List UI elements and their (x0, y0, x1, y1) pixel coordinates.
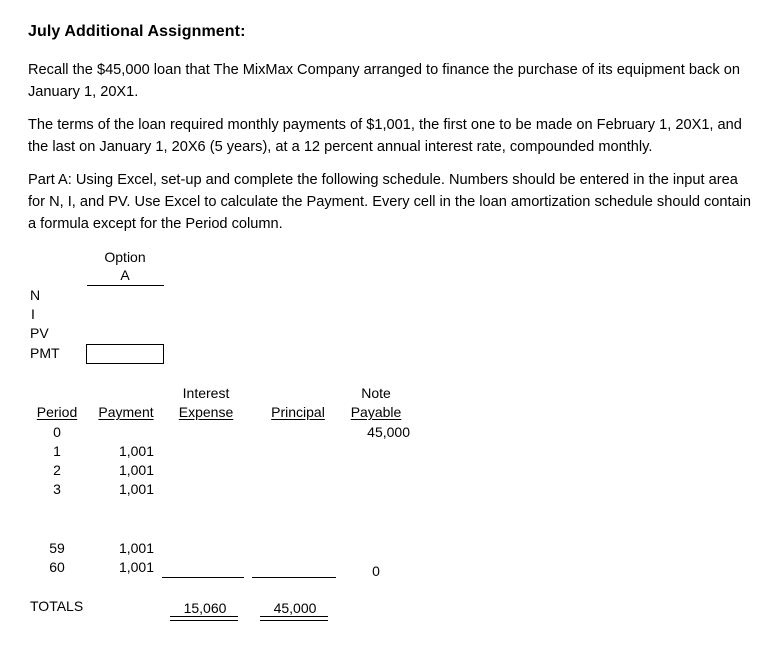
note-payable-cell: 45,000 (367, 424, 410, 440)
interest-total-rule (162, 577, 244, 578)
principal-header: Principal (271, 404, 325, 420)
period-cell: 3 (53, 481, 61, 497)
label-i: I (31, 306, 35, 322)
option-header-line1: Option (104, 249, 146, 265)
note-header-line2: Payable (350, 404, 402, 420)
principal-total-rule (252, 577, 336, 578)
label-n: N (30, 287, 41, 303)
note-header-line1: Note (361, 385, 391, 401)
period-cell: 60 (49, 559, 65, 575)
option-header-underline (87, 285, 164, 286)
label-pmt: PMT (30, 345, 60, 361)
period-cell: 1 (53, 443, 61, 459)
interest-total-double-underline (170, 616, 238, 621)
payment-cell: 1,001 (118, 443, 154, 459)
loan-terms-paragraph: The terms of the loan required monthly payments of $1,001, the first one to be made on February 1, 20X1, and the last on January 1, 20X6 (5 years), at a 12 percent annual interest rate, compounded monthly. (28, 117, 742, 155)
principal-total-double-underline (260, 616, 328, 621)
label-pv: PV (30, 325, 49, 341)
payment-header: Payment (98, 404, 154, 420)
payment-cell: 1,001 (118, 481, 154, 497)
payment-cell: 1,001 (118, 540, 154, 556)
part-a-instructions: Part A: Using Excel, set-up and complete the following schedule. Numbers should be entered in the input area for N, I, and PV. Use Excel to calculate the Payment. Every cell in the loan amortization schedule should contain a formula except for the Period column. (28, 172, 752, 232)
interest-header-line2: Expense (178, 404, 234, 420)
pmt-input-cell[interactable] (86, 344, 164, 364)
period-cell: 2 (53, 462, 61, 478)
loan-recall-paragraph: Recall the $45,000 loan that The MixMax Company arranged to finance the purchase of its equipment back on January 1, 20X1. (28, 62, 741, 100)
period-cell: 59 (49, 540, 65, 556)
note-payable-cell: 0 (372, 563, 380, 579)
payment-cell: 1,001 (118, 559, 154, 575)
principal-total: 45,000 (273, 600, 317, 616)
period-header: Period (36, 404, 78, 420)
period-cell: 0 (53, 424, 61, 440)
interest-header-line1: Interest (182, 385, 230, 401)
totals-label: TOTALS (30, 598, 84, 614)
payment-cell: 1,001 (118, 462, 154, 478)
option-header-line2: A (120, 267, 130, 283)
interest-expense-total: 15,060 (183, 600, 227, 616)
assignment-title: July Additional Assignment: (28, 23, 246, 40)
